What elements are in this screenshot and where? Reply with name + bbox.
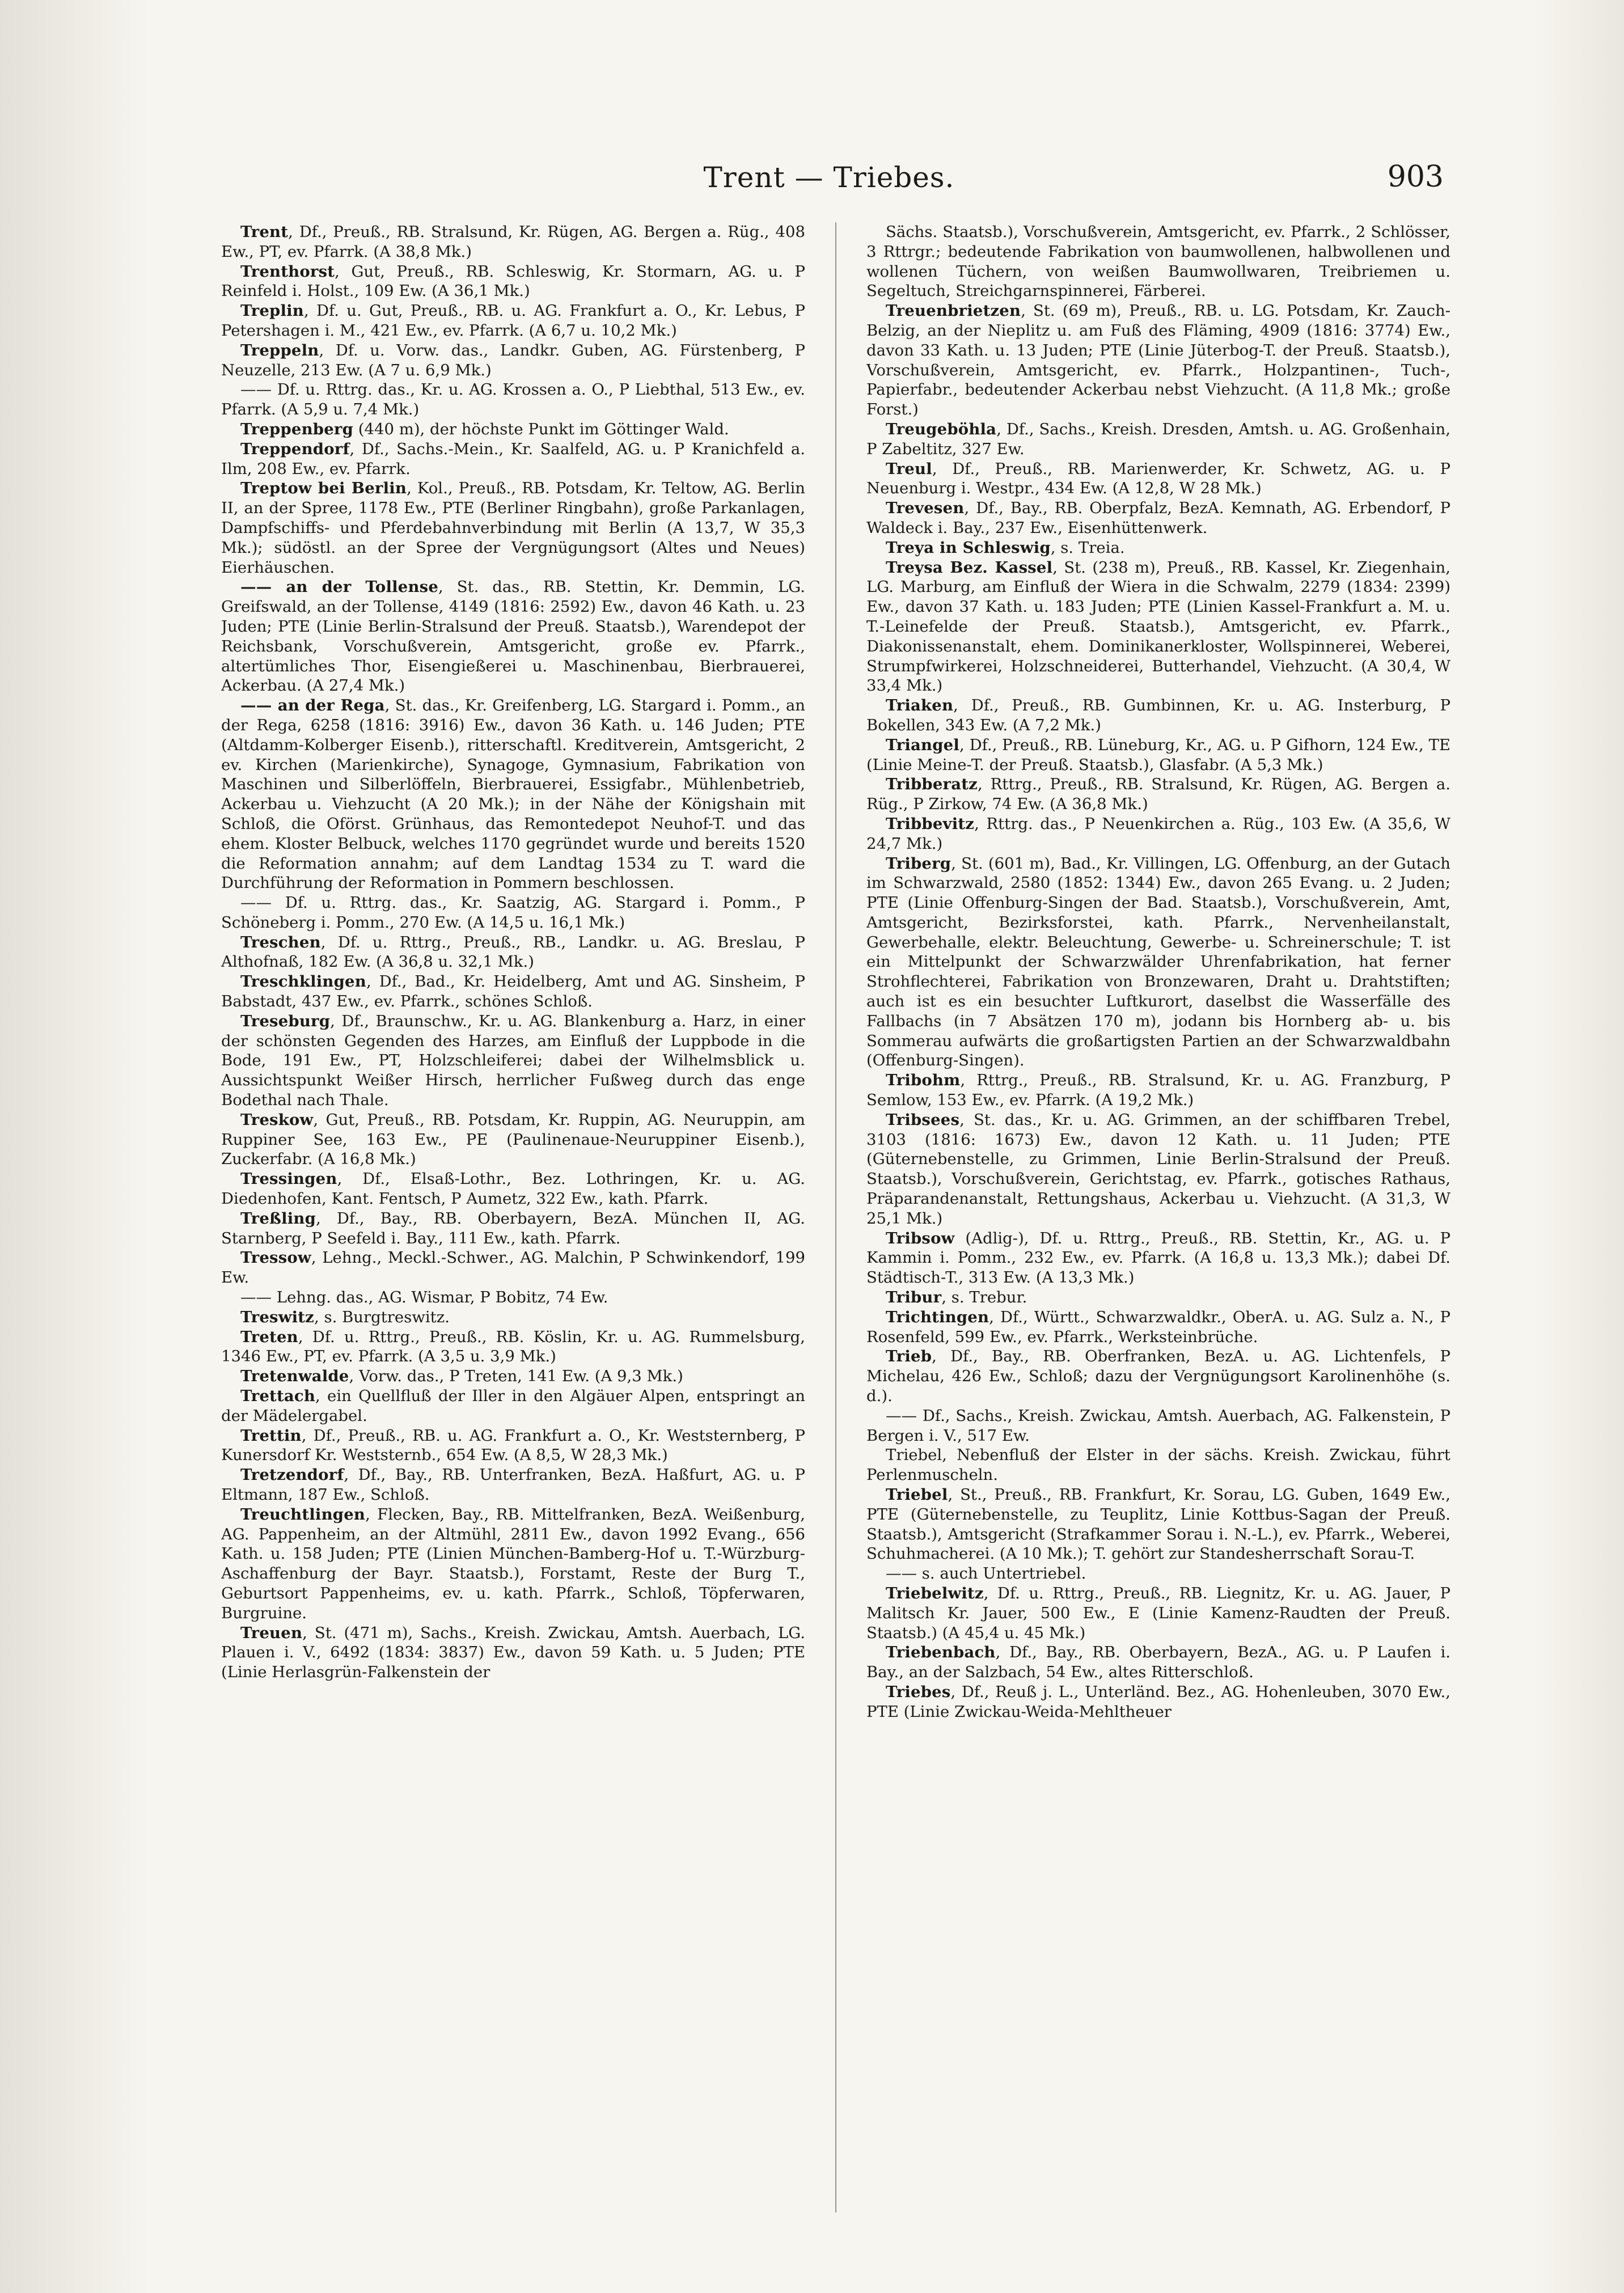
dictionary-entry — [221, 1426, 805, 1466]
entry-headword: Tribohm — [886, 1071, 961, 1090]
dictionary-entry — [866, 735, 1450, 775]
dictionary-entry — [221, 696, 805, 893]
right-column — [866, 222, 1450, 2224]
entry-headword: Tressow — [240, 1249, 311, 1267]
entry-text: , Df., Bad., Kr. Heidelberg, Amt und AG. Sinsheim, P Babstadt, 437 Ew., ev. Pfarrk., schönes Schloß. — [221, 972, 805, 1011]
entry-text: , Df., Preuß., RB. Lüneburg, Kr., AG. u. P Gifhorn, 124 Ew., TE (Linie Meine-T. der Preuß. Staatsb.), Glasfabr. (A 5,3 Mk.) — [866, 735, 1450, 774]
dictionary-entry — [221, 1110, 805, 1169]
dictionary-entry — [221, 1012, 805, 1110]
entry-text: , Df., Braunschw., Kr. u. AG. Blankenburg a. Harz, in einer der schönsten Gegenden des Harzes, am Einfluß der Luppbode in die Bode, 191 Ew., PT, Holzschleiferei; dabei der Wilhelmsblick u. Aussichtspunkt Weißer Hirsch, herrlicher Fußweg durch das enge Bodethal nach Thale. — [221, 1012, 805, 1110]
dictionary-entry — [866, 1643, 1450, 1682]
page-number: 903 — [1387, 160, 1444, 194]
entry-headword: Tribsow — [886, 1229, 955, 1247]
entry-text: Triebel, Nebenfluß der Elster in der sächs. Kreish. Zwickau, führt Perlenmuscheln. — [866, 1446, 1450, 1484]
entry-text: , St. (238 m), Preuß., RB. Kassel, Kr. Ziegenhain, LG. Marburg, am Einfluß der Wiera in die Schwalm, 2279 (1834: 2399) Ew., davon 37 Kath. u. 183 Juden; PTE (Linien Kassel-Frankfurt a. M. u. T.-Leinefelde der Preuß. Staatsb.), Amtsgericht, ev. Pfarrk., Diakonissenanstalt, ehem. Dominikanerkloster, Wollspinnerei, Weberei, Strumpfwirkerei, Holzschneiderei, Butterhandel, Viehzucht. (A 30,4, W 33,4 Mk.) — [866, 558, 1450, 695]
entry-text: , Rttrg., Preuß., RB. Stralsund, Kr. Rügen, AG. Bergen a. Rüg., P Zirkow, 74 Ew. (A 36,8 Mk.) — [866, 775, 1450, 814]
entry-headword: Trenthorst — [240, 262, 335, 281]
dictionary-entry — [866, 1347, 1450, 1406]
entry-text: , Rttrg., Preuß., RB. Stralsund, Kr. u. AG. Franzburg, P Semlow, 153 Ew., ev. Pfarrk. (A 19,2 Mk.) — [866, 1071, 1450, 1110]
entry-text: , Df., Bay., RB. Oberbayern, BezA., AG. u. P Laufen i. Bay., an der Salzbach, 54 Ew., altes Ritterschloß. — [866, 1643, 1450, 1682]
dictionary-entry — [866, 1682, 1450, 1722]
dictionary-entry — [221, 439, 805, 479]
entry-text: , Gut, Preuß., RB. Potsdam, Kr. Ruppin, AG. Neuruppin, am Ruppiner See, 163 Ew., PE (Paulinenaue-Neuruppiner Eisenb.), Zuckerfabr. (A 16,8 Mk.) — [221, 1110, 805, 1169]
entry-text: , St. (69 m), Preuß., RB. u. LG. Potsdam, Kr. Zauch-Belzig, an der Nieplitz u. am Fuß des Fläming, 4909 (1816: 3774) Ew., davon 33 Kath. u. 13 Juden; PTE (Linie Jüterbog-T. der Preuß. Staatsb.), Vorschußverein, Amtsgericht, ev. Pfarrk., Holzpantinen-, Tuch-, Papierfabr., bedeutender Ackerbau nebst Viehzucht. (A 11,8 Mk.; große Forst.) — [866, 302, 1450, 419]
entry-text: (Adlig-), Df. u. Rttrg., Preuß., RB. Stettin, Kr., AG. u. P Kammin i. Pomm., 232 Ew., ev. Pfarrk. (A 16,8 u. 13,3 Mk.); dabei Df. Städtisch-T., 313 Ew. (A 13,3 Mk.) — [866, 1229, 1450, 1287]
entry-text: , Df., Bay., RB. Oberpfalz, BezA. Kemnath, AG. Erbendorf, P Waldeck i. Bay., 237 Ew., Eisenhüttenwerk. — [866, 499, 1450, 537]
dictionary-entry — [221, 262, 805, 302]
entry-headword: Treptow bei Berlin — [240, 479, 407, 498]
entry-text: , Df., Bay., RB. Oberbayern, BezA. München II, AG. Starnberg, P Seefeld i. Bay., 111 Ew., kath. Pfarrk. — [221, 1209, 805, 1247]
entry-headword: Treßling — [240, 1209, 316, 1228]
dictionary-entry — [221, 1505, 805, 1623]
dictionary-entry — [221, 933, 805, 972]
dictionary-entry — [866, 1229, 1450, 1288]
entry-headword: Treya in Schleswig — [886, 538, 1051, 557]
entry-text: —— Df., Sachs., Kreish. Zwickau, Amtsh. Auerbach, AG. Falkenstein, P Bergen i. V., 517 Ew. — [866, 1406, 1450, 1445]
entry-text: , Df., Elsaß-Lothr., Bez. Lothringen, Kr. u. AG. Diedenhofen, Kant. Fentsch, P Aumetz, 322 Ew., kath. Pfarrk. — [221, 1170, 805, 1208]
entry-headword: Trieb — [886, 1347, 932, 1366]
header-title: Trent — Triebes. — [703, 161, 955, 194]
entry-text: , s. Burgtreswitz. — [314, 1308, 450, 1326]
entry-text: , Flecken, Bay., RB. Mittelfranken, BezA. Weißenburg, AG. Pappenheim, an der Altmühl, 2811 Ew., davon 1992 Evang., 656 Kath. u. 158 Juden; PTE (Linien München-Bamberg-Hof u. T.-Würzburg-Aschaffenburg der Bayr. Staatsb.), Forstamt, Reste der Burg T., Geburtsort Pappenheims, ev. u. kath. Pfarrk., Schloß, Töpferwaren, Burgruine. — [221, 1505, 805, 1622]
entry-text: , s. Treia. — [1050, 538, 1125, 557]
dictionary-entry — [866, 558, 1450, 696]
dictionary-entry — [866, 420, 1450, 459]
dictionary-entry — [221, 1367, 805, 1386]
entry-headword: Treppendorf — [240, 439, 350, 458]
dictionary-entry — [866, 538, 1450, 558]
entry-text: —— s. auch Untertriebel. — [886, 1564, 1086, 1583]
dictionary-entry — [221, 1169, 805, 1209]
entry-text: , Df., Württ., Schwarzwaldkr., OberA. u. AG. Sulz a. N., P Rosenfeld, 599 Ew., ev. Pfarrk., Werksteinbrüche. — [866, 1308, 1450, 1346]
entry-text: , St. (601 m), Bad., Kr. Villingen, LG. Offenburg, an der Gutach im Schwarzwald, 2580 (1852: 1344) Ew., davon 265 Evang. u. 2 Juden; PTE (Linie Offenburg-Singen der Bad. Staatsb.), Vorschußverein, Amt, Amtsgericht, Bezirksforstei, kath. Pfarrk., Nervenheilanstalt, Gewerbehalle, elektr. Beleuchtung, Gewerbe- u. Schreinerschule; T. ist ein Mittelpunkt der Schwarzwälder Uhrenfabrikation, hat ferner Strohflechterei, Fabrikation von Bronzewaren, Draht u. Drahtstiften; auch ist es ein besuchter Luftkurort, daselbst die Wasserfälle des Fallbachs (in 7 Absätzen 170 m), jodann bis Hornberg ab- u. bis Sommerau aufwärts die großartigsten Partien an der Schwarzwaldbahn (Offenburg-Singen). — [866, 854, 1450, 1070]
dictionary-entry — [221, 380, 805, 420]
dictionary-entry — [221, 1386, 805, 1426]
dictionary-entry — [866, 1308, 1450, 1347]
entry-text: , Df., Sachs., Kreish. Dresden, Amtsh. u. AG. Großenhain, P Zabeltitz, 327 Ew. — [866, 420, 1450, 458]
entry-headword: Trettin — [240, 1426, 302, 1445]
entry-text: , St. (471 m), Sachs., Kreish. Zwickau, Amtsh. Auerbach, LG. Plauen i. V., 6492 (1834: 3837) Ew., davon 59 Kath. u. 5 Juden; PTE (Linie Herlasgrün-Falkenstein der — [221, 1623, 805, 1682]
entry-headword: Treskow — [240, 1110, 314, 1129]
entry-headword: Tribur — [886, 1288, 942, 1307]
entry-headword: Trent — [240, 223, 289, 241]
entry-headword: —— an der Rega — [240, 696, 385, 715]
entry-headword: Treul — [886, 459, 932, 478]
dictionary-entry — [866, 1071, 1450, 1110]
entry-text: , Df. u. Rttrg., Preuß., RB. Köslin, Kr. u. AG. Rummelsburg, 1346 Ew., PT, ev. Pfarrk. (A 3,5 u. 3,9 Mk.) — [221, 1327, 805, 1366]
entry-text: Sächs. Staatsb.), Vorschußverein, Amtsgericht, ev. Pfarrk., 2 Schlösser, 3 Rttrgr.; bedeutende Fabrikation von baumwollenen, halbwollenen und wollenen Tüchern, von weißen Baumwollwaren, Treibriemen u. Segeltuch, Streichgarnspinnerei, Färberei. — [866, 223, 1450, 301]
entry-headword: Triangel — [886, 735, 959, 754]
entry-headword: Treten — [240, 1327, 298, 1346]
entry-text: —— Df. u. Rttrg. das., Kr. u. AG. Krossen a. O., P Liebthal, 513 Ew., ev. Pfarrk. (A 5,9 u. 7,4 Mk.) — [221, 380, 805, 419]
entry-headword: Treuen — [240, 1623, 303, 1642]
entry-headword: Triebelwitz — [886, 1584, 984, 1602]
dictionary-entry — [866, 814, 1450, 854]
dictionary-entry — [866, 1288, 1450, 1308]
entry-headword: Treppenberg — [240, 420, 354, 438]
entry-text: , Df., Preuß., RB. u. AG. Frankfurt a. O., Kr. Weststernberg, P Kunersdorf Kr. Weststernb., 654 Ew. (A 8,5, W 28,3 Mk.) — [221, 1426, 805, 1465]
dictionary-entry — [866, 301, 1450, 420]
dictionary-entry — [221, 1248, 805, 1288]
entry-headword: Triaken — [886, 696, 954, 715]
entry-text: , Df., Bay., RB. Unterfranken, BezA. Haßfurt, AG. u. P Eltmann, 187 Ew., Schloß. — [221, 1466, 805, 1504]
dictionary-entry — [866, 1406, 1450, 1446]
entry-text: , Lehng., Meckl.-Schwer., AG. Malchin, P Schwinkendorf, 199 Ew. — [221, 1249, 805, 1287]
entry-headword: Triebes — [886, 1682, 951, 1701]
dictionary-entry — [221, 1623, 805, 1682]
entry-headword: Treuchtlingen — [240, 1505, 366, 1524]
entry-text: , Df. u. Gut, Preuß., RB. u. AG. Frankfurt a. O., Kr. Lebus, P Petershagen i. M., 421 Ew., ev. Pfarrk. (A 6,7 u. 10,2 Mk.) — [221, 302, 805, 340]
dictionary-entry — [866, 222, 1450, 301]
entry-text: , Df., Reuß j. L., Unterländ. Bez., AG. Hohenleuben, 3070 Ew., PTE (Linie Zwickau-Weida-Mehltheuer — [866, 1682, 1450, 1721]
entry-headword: Treppeln — [240, 341, 319, 359]
page-edge-shadow-right — [1533, 0, 1624, 2293]
entry-headword: Treugeböhla — [886, 420, 997, 438]
entry-text: , Df., Preuß., RB. Marienwerder, Kr. Schwetz, AG. u. P Neuenburg i. Westpr., 434 Ew. (A 12,8, W 28 Mk.) — [866, 459, 1450, 498]
entry-headword: Triebel — [886, 1486, 948, 1504]
dictionary-entry — [866, 1584, 1450, 1643]
entry-text: , Gut, Preuß., RB. Schleswig, Kr. Stormarn, AG. u. P Reinfeld i. Holst., 109 Ew. (A 36,1 Mk.) — [221, 262, 805, 301]
dictionary-entry — [221, 577, 805, 696]
dictionary-entry — [866, 1564, 1450, 1584]
entry-text: , Df. u. Rttrg., Preuß., RB., Landkr. u. AG. Breslau, P Althofnaß, 182 Ew. (A 36,8 u. 32,1 Mk.) — [221, 933, 805, 971]
dictionary-entry — [221, 1327, 805, 1367]
entry-headword: —— an der Tollense — [240, 578, 439, 596]
dictionary-entry — [866, 1110, 1450, 1229]
dictionary-entry — [221, 893, 805, 933]
entry-text: , Df., Preuß., RB. Gumbinnen, Kr. u. AG. Insterburg, P Bokellen, 343 Ew. (A 7,2 Mk.) — [866, 696, 1450, 734]
entry-headword: Treplin — [240, 302, 304, 320]
entry-headword: Tretzendorf — [240, 1466, 344, 1484]
entry-text: , Vorw. das., P Treten, 141 Ew. (A 9,3 Mk.) — [349, 1367, 683, 1386]
entry-headword: Tribberatz — [886, 775, 978, 794]
entry-text: , Df., Preuß., RB. Stralsund, Kr. Rügen, AG. Bergen a. Rüg., 408 Ew., PT, ev. Pfarrk. (A 38,8 Mk.) — [221, 223, 805, 261]
entry-headword: Tretenwalde — [240, 1367, 349, 1386]
column-divider — [835, 222, 836, 2212]
dictionary-entry — [866, 498, 1450, 538]
entry-text: , ein Quellfluß der Iller in den Algäuer Alpen, entspringt an der Mädelergabel. — [221, 1387, 805, 1425]
entry-headword: Tribbevitz — [886, 814, 975, 833]
entry-text: , Df. u. Rttrg., Preuß., RB. Liegnitz, Kr. u. AG. Jauer, P Malitsch Kr. Jauer, 500 Ew., E (Linie Kamenz-Raudten der Preuß. Staatsb.) (A 45,4 u. 45 Mk.) — [866, 1584, 1450, 1642]
dictionary-entry — [221, 479, 805, 577]
dictionary-entry — [866, 775, 1450, 814]
entry-text: , St. das., Kr. Greifenberg, LG. Stargard i. Pomm., an der Rega, 6258 (1816: 3916) Ew., davon 36 Kath. u. 146 Juden; PTE (Altdamm-Kolberger Eisenb.), ritterschaftl. Kreditverein, Amtsgericht, 2 ev. Kirchen (Marienkirche), Synagoge, Gymnasium, Fabrikation von Maschinen und Silberlöffeln, Bierbrauerei, Essigfabr., Mühlenbetrieb, Ackerbau u. Viehzucht (A 20 Mk.); in der Nähe der Königshain mit Schloß, die Oförst. Grünhaus, das Remontedepot Neuhof-T. und das ehem. Kloster Belbuck, welches 1170 gegründet wurde und bereits 1520 die Reformation annahm; auf dem Landtag 1534 zu T. ward die Durchführung der Reformation in Pommern beschlossen. — [221, 696, 805, 892]
dictionary-entry — [221, 1209, 805, 1249]
dictionary-entry — [221, 1308, 805, 1327]
dictionary-entry — [866, 1485, 1450, 1564]
dictionary-entry — [221, 1288, 805, 1308]
entry-headword: Treschen — [240, 933, 321, 951]
entry-text: , St. das., Kr. u. AG. Grimmen, an der schiffbaren Trebel, 3103 (1816: 1673) Ew., davon 12 Kath. u. 11 Juden; PTE (Güternebenstelle, zu Grimmen, Linie Berlin-Stralsund der Preuß. Staatsb.), Vorschußverein, Gerichtstag, ev. Pfarrk., gotisches Rathaus, Präparandenanstalt, Rettungshaus, Ackerbau u. Viehzucht. (A 31,3, W 25,1 Mk.) — [866, 1110, 1450, 1228]
dictionary-entry — [221, 341, 805, 380]
dictionary-entry — [221, 420, 805, 439]
entry-headword: Treuenbrietzen — [886, 302, 1021, 320]
dictionary-entry — [866, 854, 1450, 1071]
entry-text: , St. das., RB. Stettin, Kr. Demmin, LG. Greifswald, an der Tollense, 4149 (1816: 2592) Ew., davon 46 Kath. u. 23 Juden; PTE (Linie Berlin-Stralsund der Preuß. Staatsb.), Warendepot der Reichsbank, Vorschußverein, Amtsgericht, große ev. Pfarrk., altertümliches Thor, Eisengießerei u. Maschinenbau, Bierbrauerei, Ackerbau. (A 27,4 Mk.) — [221, 578, 805, 695]
entry-headword: Treseburg — [240, 1012, 331, 1030]
dictionary-entry — [221, 1465, 805, 1505]
entry-text: , Kol., Preuß., RB. Potsdam, Kr. Teltow, AG. Berlin II, an der Spree, 1178 Ew., PTE (Berliner Ringbahn), große Parkanlagen, Dampfschiffs- und Pferdebahnverbindung mit Berlin (A 13,7, W 35,3 Mk.); südöstl. an der Spree der Vergnügungsort (Altes und Neues) Eierhäuschen. — [221, 479, 805, 577]
entry-headword: Trettach — [240, 1387, 316, 1406]
entry-headword: Treswitz — [240, 1308, 314, 1326]
entry-headword: Treschklingen — [240, 972, 366, 991]
entry-text: —— Lehng. das., AG. Wismar, P Bobitz, 74 Ew. — [240, 1288, 608, 1307]
dictionary-entry — [221, 301, 805, 341]
dictionary-entry — [221, 972, 805, 1012]
entry-text: —— Df. u. Rttrg. das., Kr. Saatzig, AG. Stargard i. Pomm., P Schöneberg i. Pomm., 270 Ew. (A 14,5 u. 16,1 Mk.) — [221, 894, 805, 932]
page-edge-shadow-left — [0, 0, 147, 2293]
entry-headword: Tribsees — [886, 1110, 960, 1129]
entry-text: (440 m), der höchste Punkt im Göttinger Wald. — [353, 420, 729, 438]
entry-text: , St., Preuß., RB. Frankfurt, Kr. Sorau, LG. Guben, 1649 Ew., PTE (Güternebenstelle, zu Teuplitz, Linie Kottbus-Sagan der Preuß. Staatsb.), Amtsgericht (Strafkammer Sorau i. N.-L.), ev. Pfarrk., Weberei, Schuhmacherei. (A 10 Mk.); T. gehört zur Standesherrschaft Sorau-T. — [866, 1486, 1450, 1563]
entry-headword: Trevesen — [886, 499, 965, 518]
entry-text: , Df. u. Vorw. das., Landkr. Guben, AG. Fürstenberg, P Neuzelle, 213 Ew. (A 7 u. 6,9 Mk.) — [221, 341, 805, 379]
dictionary-entry — [221, 222, 805, 262]
entry-text: , Df., Sachs.-Mein., Kr. Saalfeld, AG. u. P Kranichfeld a. Ilm, 208 Ew., ev. Pfarrk. — [221, 439, 805, 478]
left-column — [221, 222, 805, 2224]
entry-headword: Triebenbach — [886, 1643, 996, 1662]
entry-text: , s. Trebur. — [941, 1288, 1027, 1307]
entry-text: , Rttrg. das., P Neuenkirchen a. Rüg., 103 Ew. (A 35,6, W 24,7 Mk.) — [866, 814, 1450, 853]
dictionary-entry — [866, 1445, 1450, 1485]
entry-text: , Df., Bay., RB. Oberfranken, BezA. u. AG. Lichtenfels, P Michelau, 426 Ew., Schloß; dazu der Vergnügungsort Karolinenhöhe (s. d.). — [866, 1347, 1450, 1406]
entry-headword: Tressingen — [240, 1170, 337, 1188]
entry-headword: Treysa Bez. Kassel — [886, 558, 1053, 577]
entry-headword: Triberg — [886, 854, 951, 873]
dictionary-entry — [866, 459, 1450, 499]
dictionary-entry — [866, 696, 1450, 735]
entry-headword: Trichtingen — [886, 1308, 989, 1326]
running-header — [214, 158, 1444, 209]
